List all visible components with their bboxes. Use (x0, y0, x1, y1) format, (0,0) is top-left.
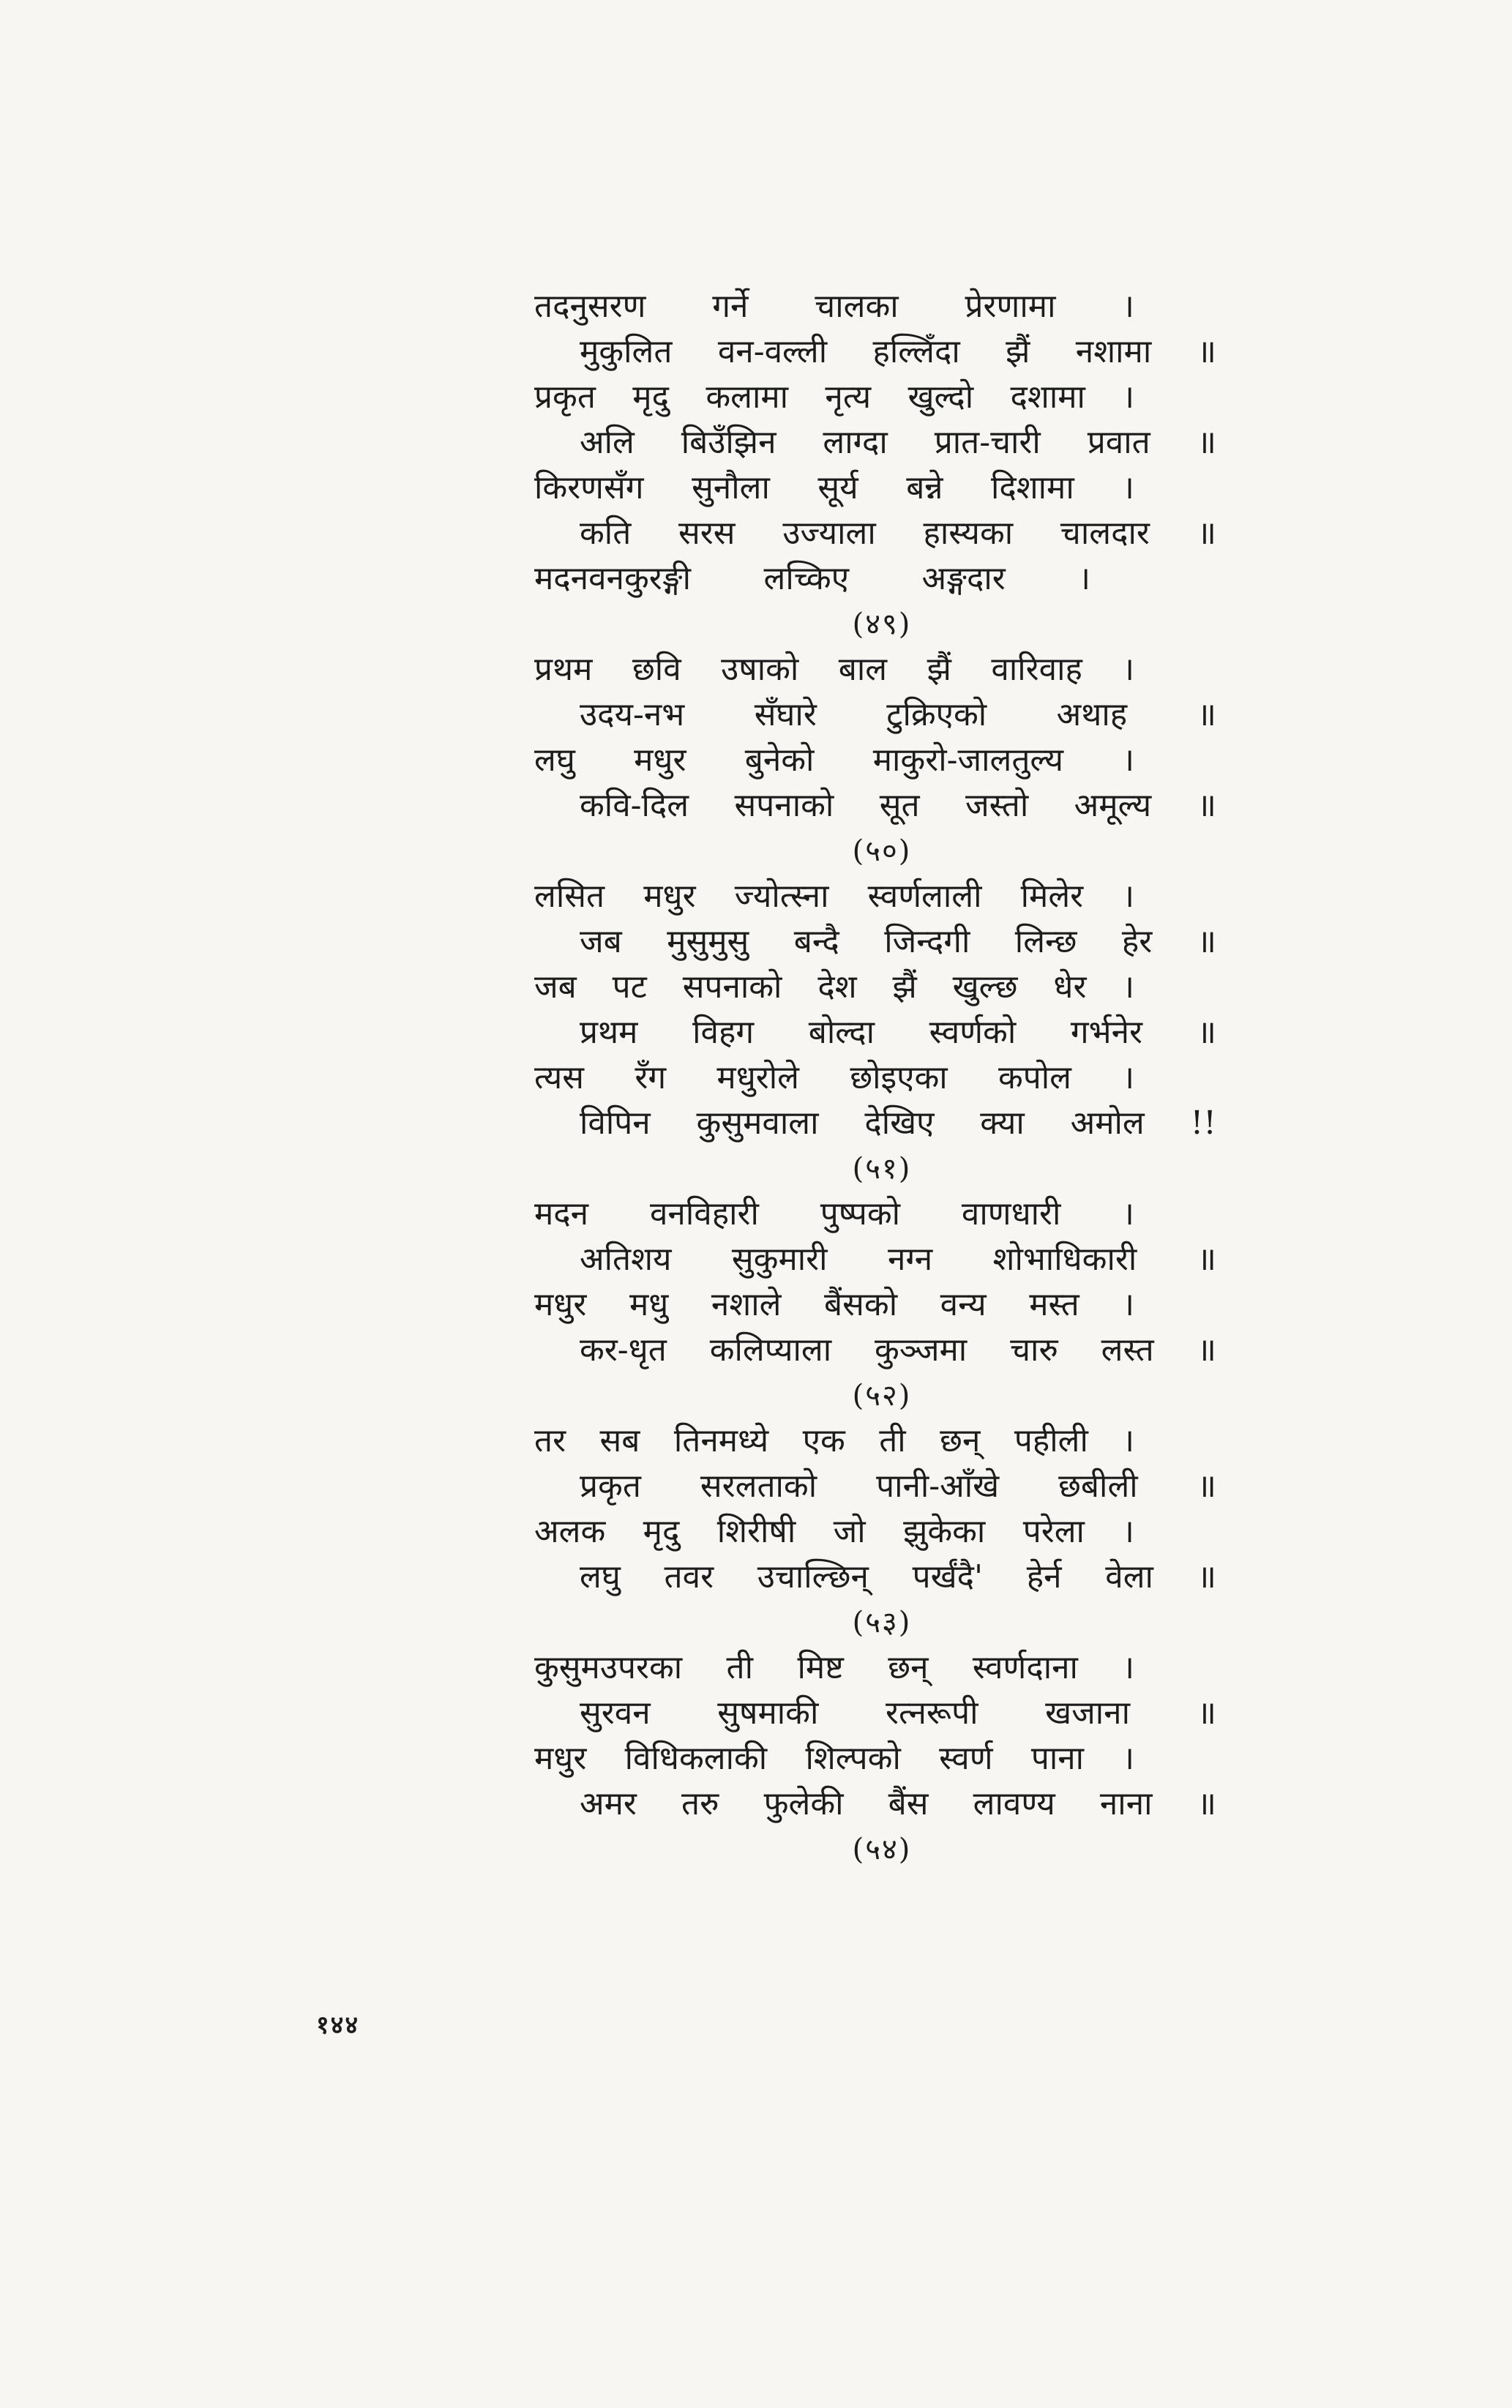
verse-line: लसित मधुर ज्योत्स्ना स्वर्णलाली मिलेर । (534, 878, 1134, 915)
verse-line: मुकुलित वन-वल्ली हल्लिँदा झैं नशामा ॥ (580, 333, 1216, 370)
verse-line: कति सरस उज्याला हास्यका चालदार ॥ (580, 515, 1216, 552)
verse-line: जब पट सपनाको देश झैं खुल्छ धेर । (534, 968, 1134, 1006)
verse-line: मधुर विधिकलाकी शिल्पको स्वर्ण पाना । (534, 1740, 1134, 1777)
verse-number: (५३) (852, 1606, 912, 1639)
verse-line: विपिन कुसुमवाला देखिए क्या अमोल !! (580, 1104, 1216, 1142)
verse-line: तदनुसरण गर्ने चालका प्रेरणामा । (534, 288, 1134, 325)
verse-line: तर सब तिनमध्ये एक ती छन् पहीली । (534, 1422, 1134, 1459)
verse-line: सुरवन सुषमाकी रत्नरूपी खजाना ॥ (580, 1694, 1216, 1732)
verse-line: मदनवनकुरङ्गी लच्किए अङ्गदार । (534, 560, 1090, 597)
verse-line: प्रथम विहग बोल्दा स्वर्णको गर्भनेर ॥ (580, 1014, 1216, 1051)
verse-number: (५४) (852, 1833, 912, 1866)
verse-line: लघु मधुर बुनेको माकुरो-जालतुल्य । (534, 741, 1134, 779)
verse-line: मदन वनविहारी पुष्पको वाणधारी । (534, 1195, 1134, 1233)
verse-number: (५२) (852, 1379, 912, 1413)
verse-line: प्रथम छवि उषाको बाल झैं वारिवाह । (534, 651, 1134, 688)
page-number: १४४ (316, 2011, 360, 2040)
verse-line: किरणसँग सुनौला सूर्य बन्ने दिशामा । (534, 469, 1134, 506)
verse-line: जब मुसुमुसु बन्दै जिन्दगी लिन्छ हेर ॥ (580, 923, 1216, 960)
stanza-54 (534, 1645, 1230, 1872)
verse-line: अलक मृदु शिरीषी जो झुकेका परेला । (534, 1513, 1134, 1550)
verse-line: त्यस रँग मधुरोले छोइएका कपोल । (534, 1059, 1134, 1096)
stanza-53 (534, 1418, 1230, 1645)
verse-line: कुसुमउपरका ती मिष्ट छन् स्वर्णदाना । (534, 1649, 1134, 1686)
verse-line: कर-धृत कलिप्याला कुञ्जमा चारु लस्त ॥ (580, 1331, 1216, 1369)
stanza-52 (534, 1192, 1230, 1418)
verse-line: लघु तवर उचाल्छिन् पर्खंदै' हेर्न वेला ॥ (580, 1558, 1216, 1596)
stanza-50 (534, 647, 1230, 874)
verse-number: (४९) (852, 607, 912, 641)
verse-line: प्रकृत मृदु कलामा नृत्य खुल्दो दशामा । (534, 378, 1134, 416)
verse-line: अतिशय सुकुमारी नग्न शोभाधिकारी ॥ (580, 1241, 1216, 1278)
verse-number: (५०) (852, 834, 912, 868)
stanza-49 (534, 284, 1230, 647)
verse-line: कवि-दिल सपनाको सूत जस्तो अमूल्य ॥ (580, 787, 1216, 824)
stanza-51 (534, 874, 1230, 1192)
verse-line: मधुर मधु नशाले बैंसको वन्य मस्त । (534, 1286, 1134, 1323)
verse-line: अलि बिउँझिन लाग्दा प्रात-चारी प्रवात ॥ (580, 424, 1216, 461)
verse-line: प्रकृत सरलताको पानी-आँखे छबीली ॥ (580, 1467, 1216, 1505)
verse-line: अमर तरु फुलेकी बैंस लावण्य नाना ॥ (580, 1785, 1216, 1822)
verse-line: उदय-नभ सँघारे टुक्रिएको अथाह ॥ (580, 696, 1216, 733)
verse-number: (५१) (852, 1152, 912, 1186)
poem-body (534, 284, 1230, 1872)
